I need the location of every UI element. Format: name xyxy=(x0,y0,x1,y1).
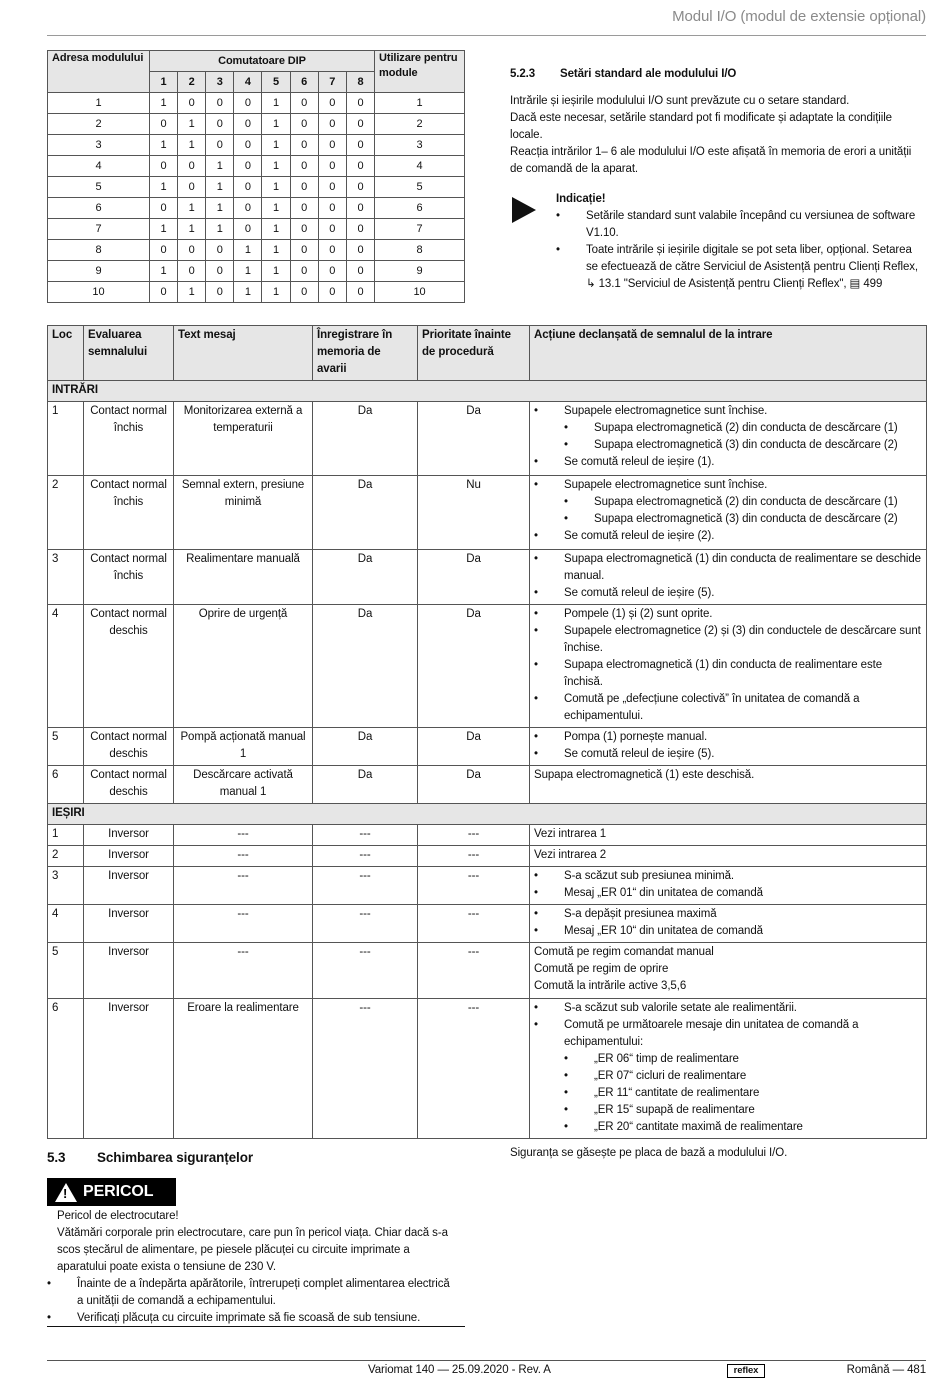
loc-cell: 5 xyxy=(48,728,84,766)
table-row xyxy=(48,905,927,943)
dip-number-header: 4 xyxy=(234,72,262,93)
dip-value-cell: 0 xyxy=(318,198,346,219)
action-bullet: • Supapa electromagnetică (3) din conducta de descărcare (2) xyxy=(534,437,922,454)
reflex-logo: reflex xyxy=(727,1364,765,1378)
priority-cell: Da xyxy=(418,766,530,804)
dip-value-cell: 0 xyxy=(149,240,177,261)
eval-cell: Contact normal închis xyxy=(84,476,174,550)
dip-number-header: 2 xyxy=(178,72,206,93)
dip-value-cell: 0 xyxy=(318,135,346,156)
message-text-cell: --- xyxy=(174,846,313,867)
action-line: Comută la intrările active 3,5,6 xyxy=(534,980,687,992)
dip-value-cell: 1 xyxy=(206,219,234,240)
section-5-2-3-para-2: Dacă este necesar, setările standard pot fi modificate și adaptate la condițiile locale. xyxy=(510,112,892,141)
dip-value-cell: 1 xyxy=(178,114,206,135)
priority-cell: --- xyxy=(418,999,530,1139)
dip-value-cell: 1 xyxy=(262,282,290,303)
dip-address-cell: 5 xyxy=(48,177,150,198)
eval-cell: Contact normal deschis xyxy=(84,766,174,804)
dip-value-cell: 0 xyxy=(346,198,374,219)
dip-value-cell: 0 xyxy=(206,114,234,135)
dip-header-address: Adresa modulului xyxy=(48,51,150,93)
section-5-2-3 xyxy=(510,66,926,178)
dip-usage-cell: 8 xyxy=(375,240,465,261)
note-arrow-icon xyxy=(512,197,536,223)
section-5-3-text: Siguranța se găsește pe placa de bază a modulului I/O. xyxy=(510,1147,788,1159)
loc-cell: 2 xyxy=(48,476,84,550)
loc-cell: 1 xyxy=(48,402,84,476)
dip-address-cell: 10 xyxy=(48,282,150,303)
loc-cell: 6 xyxy=(48,766,84,804)
priority-cell: --- xyxy=(418,825,530,846)
danger-badge-label: PERICOL xyxy=(83,1183,154,1200)
dip-value-cell: 0 xyxy=(290,93,318,114)
dip-address-cell: 9 xyxy=(48,261,150,282)
record-cell: --- xyxy=(313,867,418,905)
group-label: INTRĂRI xyxy=(48,381,927,402)
dip-value-cell: 0 xyxy=(149,198,177,219)
dip-value-cell: 0 xyxy=(346,282,374,303)
dip-value-cell: 0 xyxy=(234,93,262,114)
dip-address-cell: 4 xyxy=(48,156,150,177)
dip-value-cell: 0 xyxy=(178,240,206,261)
table-row xyxy=(48,114,465,135)
dip-address-cell: 6 xyxy=(48,198,150,219)
dip-value-cell: 1 xyxy=(178,135,206,156)
action-bullet: • Pompele (1) și (2) sunt oprite. xyxy=(534,606,922,623)
dip-value-cell: 1 xyxy=(178,198,206,219)
message-text-cell: Realimentare manuală xyxy=(174,550,313,605)
table-row xyxy=(48,476,927,550)
header-title: Modul I/O (modul de extensie opțional) xyxy=(672,8,926,25)
eval-cell: Inversor xyxy=(84,999,174,1139)
eval-cell: Contact normal deschis xyxy=(84,728,174,766)
action-cell xyxy=(530,402,927,476)
dip-usage-cell: 3 xyxy=(375,135,465,156)
dip-value-cell: 0 xyxy=(346,114,374,135)
dip-value-cell: 0 xyxy=(290,282,318,303)
note-box xyxy=(510,191,926,293)
dip-number-header: 6 xyxy=(290,72,318,93)
priority-cell: --- xyxy=(418,846,530,867)
dip-value-cell: 1 xyxy=(234,261,262,282)
action-bullet: • Supapa electromagnetică (1) din conducta de realimentare este închisă. xyxy=(534,657,922,691)
priority-cell: Nu xyxy=(418,476,530,550)
danger-rule xyxy=(47,1326,465,1327)
dip-value-cell: 0 xyxy=(318,219,346,240)
dip-value-cell: 0 xyxy=(206,282,234,303)
dip-value-cell: 0 xyxy=(318,240,346,261)
danger-item: • Înainte de a îndepărta apărătorile, întrerupeți complet alimentarea electrică a unității de comandă a echipamentului. xyxy=(47,1276,457,1310)
dip-value-cell: 1 xyxy=(149,219,177,240)
dip-value-cell: 0 xyxy=(149,114,177,135)
footer-doc: Variomat 140 — 25.09.2020 - Rev. A xyxy=(368,1364,551,1376)
message-text-cell: Monitorizarea externă a temperaturii xyxy=(174,402,313,476)
dip-usage-cell: 6 xyxy=(375,198,465,219)
dip-value-cell: 0 xyxy=(290,240,318,261)
message-text-cell: Semnal extern, presiune minimă xyxy=(174,476,313,550)
dip-value-cell: 0 xyxy=(290,198,318,219)
dip-value-cell: 0 xyxy=(206,240,234,261)
eval-cell: Inversor xyxy=(84,846,174,867)
action-cell: Supapa electromagnetică (1) este deschisă. xyxy=(530,766,927,804)
dip-usage-cell: 4 xyxy=(375,156,465,177)
action-bullet: • Supapa electromagnetică (1) din conducta de realimentare se deschide manual. xyxy=(534,551,922,585)
dip-value-cell: 0 xyxy=(346,93,374,114)
eval-cell: Contact normal închis xyxy=(84,550,174,605)
signal-table xyxy=(47,325,927,1139)
section-5-2-3-para-3: Reacția intrărilor 1– 6 ale modulului I/O este afișată în memoria de erori a unității de comandă de la aparat. xyxy=(510,146,912,175)
action-bullet: • Se comută releul de ieșire (5). xyxy=(534,746,922,763)
action-bullet: • „ER 06“ timp de realimentare xyxy=(534,1051,922,1068)
priority-cell: Da xyxy=(418,550,530,605)
dip-value-cell: 0 xyxy=(234,114,262,135)
dip-value-cell: 0 xyxy=(290,114,318,135)
dip-value-cell: 0 xyxy=(346,261,374,282)
dip-value-cell: 0 xyxy=(178,261,206,282)
group-row xyxy=(48,381,927,402)
dip-usage-cell: 5 xyxy=(375,177,465,198)
dip-header-usage: Utilizare pentru module xyxy=(375,51,465,93)
dip-value-cell: 1 xyxy=(149,177,177,198)
action-cell xyxy=(530,867,927,905)
section-5-3-heading: 5.3 Schimbarea siguranțelor xyxy=(47,1150,254,1165)
dip-value-cell: 1 xyxy=(262,156,290,177)
dip-value-cell: 0 xyxy=(318,282,346,303)
eval-cell: Contact normal deschis xyxy=(84,605,174,728)
record-cell: Da xyxy=(313,766,418,804)
table-row xyxy=(48,999,927,1139)
action-cell: Vezi intrarea 2 xyxy=(530,846,927,867)
footer-page: Română — 481 xyxy=(846,1364,926,1376)
table-row xyxy=(48,240,465,261)
priority-cell: Da xyxy=(418,402,530,476)
action-line: Comută pe regim comandat manual xyxy=(534,946,714,958)
record-cell: --- xyxy=(313,846,418,867)
dip-value-cell: 1 xyxy=(262,219,290,240)
dip-value-cell: 0 xyxy=(290,135,318,156)
dip-value-cell: 0 xyxy=(206,93,234,114)
dip-value-cell: 1 xyxy=(262,240,290,261)
loc-cell: 4 xyxy=(48,905,84,943)
action-bullet: • Comută pe următoarele mesaje din unitatea de comandă a echipamentului: xyxy=(534,1017,922,1051)
table-row xyxy=(48,825,927,846)
danger-line: Vătămări corporale prin electrocutare, care pun în pericol viața. Chiar dacă s-a scos ștecărul de alimentare, pe piesele plăcuței cu circuite imprimate a aparatului poate exista o tensiune de 230 V. xyxy=(57,1227,448,1273)
dip-address-cell: 7 xyxy=(48,219,150,240)
dip-value-cell: 1 xyxy=(234,240,262,261)
dip-value-cell: 0 xyxy=(234,177,262,198)
dip-number-header: 3 xyxy=(206,72,234,93)
dip-value-cell: 0 xyxy=(346,156,374,177)
record-cell: --- xyxy=(313,943,418,999)
action-bullet: • Se comută releul de ieșire (2). xyxy=(534,528,922,545)
message-text-cell: Pompă acționată manual 1 xyxy=(174,728,313,766)
priority-cell: Da xyxy=(418,605,530,728)
action-cell xyxy=(530,728,927,766)
action-bullet: • Mesaj „ER 01“ din unitatea de comandă xyxy=(534,885,922,902)
section-5-2-3-para-1: Intrările și ieșirile modulului I/O sunt prevăzute cu o setare standard. xyxy=(510,95,850,107)
message-text-cell: Descărcare activată manual 1 xyxy=(174,766,313,804)
table-row xyxy=(48,177,465,198)
action-bullet: • Supapa electromagnetică (3) din conducta de descărcare (2) xyxy=(534,511,922,528)
dip-address-cell: 3 xyxy=(48,135,150,156)
table-row xyxy=(48,93,465,114)
action-cell xyxy=(530,943,927,999)
action-bullet: • Supapele electromagnetice sunt închise. xyxy=(534,477,922,494)
table-row xyxy=(48,605,927,728)
sig-header-priority: Prioritate înainte de procedură xyxy=(418,326,530,381)
action-cell xyxy=(530,550,927,605)
footer-rule xyxy=(47,1360,926,1361)
dip-value-cell: 0 xyxy=(234,219,262,240)
dip-value-cell: 1 xyxy=(262,114,290,135)
dip-value-cell: 1 xyxy=(178,219,206,240)
loc-cell: 3 xyxy=(48,867,84,905)
table-row xyxy=(48,846,927,867)
priority-cell: --- xyxy=(418,905,530,943)
dip-usage-cell: 1 xyxy=(375,93,465,114)
dip-usage-cell: 7 xyxy=(375,219,465,240)
record-cell: Da xyxy=(313,402,418,476)
sig-header-text: Text mesaj xyxy=(174,326,313,381)
action-cell xyxy=(530,999,927,1139)
action-bullet: • Supapele electromagnetice (2) și (3) din conductele de descărcare sunt închise. xyxy=(534,623,922,657)
record-cell: Da xyxy=(313,605,418,728)
action-bullet: • Mesaj „ER 10“ din unitatea de comandă xyxy=(534,923,922,940)
danger-line: Pericol de electrocutare! xyxy=(57,1210,179,1222)
sig-header-loc: Loc xyxy=(48,326,84,381)
action-bullet: • Se comută releul de ieșire (5). xyxy=(534,585,922,602)
danger-item: • Verificați plăcuța cu circuite imprimate să fie scoasă de sub tensiune. xyxy=(47,1310,457,1327)
dip-value-cell: 0 xyxy=(318,114,346,135)
action-bullet: • „ER 15“ supapă de realimentare xyxy=(534,1102,922,1119)
eval-cell: Inversor xyxy=(84,943,174,999)
table-row xyxy=(48,261,465,282)
eval-cell: Inversor xyxy=(84,867,174,905)
dip-value-cell: 1 xyxy=(149,93,177,114)
sig-header-eval: Evaluarea semnalului xyxy=(84,326,174,381)
dip-value-cell: 0 xyxy=(346,219,374,240)
table-row xyxy=(48,943,927,999)
dip-header-dip: Comutatoare DIP xyxy=(149,51,374,72)
action-cell xyxy=(530,476,927,550)
dip-usage-cell: 9 xyxy=(375,261,465,282)
danger-badge xyxy=(47,1178,176,1206)
dip-number-header: 8 xyxy=(346,72,374,93)
action-bullet: • „ER 07“ cicluri de realimentare xyxy=(534,1068,922,1085)
message-text-cell: Eroare la realimentare xyxy=(174,999,313,1139)
message-text-cell: --- xyxy=(174,867,313,905)
table-row xyxy=(48,135,465,156)
message-text-cell: --- xyxy=(174,905,313,943)
dip-value-cell: 0 xyxy=(234,198,262,219)
sig-header-action: Acțiune declanșată de semnalul de la intrare xyxy=(530,326,927,381)
dip-number-header: 5 xyxy=(262,72,290,93)
table-row xyxy=(48,550,927,605)
loc-cell: 4 xyxy=(48,605,84,728)
note-item: • Toate intrările și ieșirile digitale se pot seta liber, opțional. Setarea se efectuează de către Serviciul de Asistență pentru Clienți Reflex, ↳ 13.1 "Serviciul de Asistență pentru Clienți Reflex", ▤ 499 xyxy=(556,242,926,293)
warning-triangle-icon: ! xyxy=(55,1183,77,1202)
loc-cell: 5 xyxy=(48,943,84,999)
header-rule xyxy=(47,35,926,36)
dip-value-cell: 1 xyxy=(262,93,290,114)
dip-number-header: 1 xyxy=(149,72,177,93)
table-row xyxy=(48,766,927,804)
dip-value-cell: 0 xyxy=(290,156,318,177)
dip-value-cell: 0 xyxy=(234,135,262,156)
dip-value-cell: 0 xyxy=(346,177,374,198)
dip-value-cell: 0 xyxy=(318,93,346,114)
record-cell: --- xyxy=(313,825,418,846)
dip-value-cell: 0 xyxy=(149,282,177,303)
dip-value-cell: 1 xyxy=(149,135,177,156)
record-cell: Da xyxy=(313,476,418,550)
action-bullet: • „ER 20“ cantitate maximă de realimentare xyxy=(534,1119,922,1136)
loc-cell: 6 xyxy=(48,999,84,1139)
dip-value-cell: 1 xyxy=(206,156,234,177)
action-cell xyxy=(530,905,927,943)
action-bullet: • Pompa (1) pornește manual. xyxy=(534,729,922,746)
action-bullet: • Se comută releul de ieșire (1). xyxy=(534,454,922,471)
action-bullet: • „ER 11“ cantitate de realimentare xyxy=(534,1085,922,1102)
action-bullet: • S-a scăzut sub valorile setate ale realimentării. xyxy=(534,1000,922,1017)
record-cell: Da xyxy=(313,728,418,766)
priority-cell: --- xyxy=(418,943,530,999)
dip-value-cell: 1 xyxy=(149,261,177,282)
dip-value-cell: 1 xyxy=(262,261,290,282)
danger-text xyxy=(57,1208,457,1327)
record-cell: --- xyxy=(313,905,418,943)
dip-value-cell: 1 xyxy=(262,177,290,198)
eval-cell: Inversor xyxy=(84,825,174,846)
dip-value-cell: 1 xyxy=(262,135,290,156)
section-5-2-3-heading: 5.2.3 Setări standard ale modulului I/O xyxy=(510,68,737,80)
eval-cell: Contact normal închis xyxy=(84,402,174,476)
table-row xyxy=(48,219,465,240)
dip-value-cell: 0 xyxy=(346,240,374,261)
dip-address-cell: 1 xyxy=(48,93,150,114)
table-row xyxy=(48,728,927,766)
dip-value-cell: 0 xyxy=(346,135,374,156)
action-bullet: • S-a scăzut sub presiunea minimă. xyxy=(534,868,922,885)
action-cell: Vezi intrarea 1 xyxy=(530,825,927,846)
priority-cell: Da xyxy=(418,728,530,766)
priority-cell: --- xyxy=(418,867,530,905)
message-text-cell: --- xyxy=(174,943,313,999)
dip-value-cell: 0 xyxy=(318,156,346,177)
dip-value-cell: 0 xyxy=(178,93,206,114)
message-text-cell: Oprire de urgență xyxy=(174,605,313,728)
action-bullet: • Supapa electromagnetică (2) din conducta de descărcare (1) xyxy=(534,420,922,437)
record-cell: --- xyxy=(313,999,418,1139)
action-bullet: • Supapele electromagnetice sunt închise. xyxy=(534,403,922,420)
note-item: • Setările standard sunt valabile începând cu versiunea de software V1.10. xyxy=(556,208,926,242)
loc-cell: 3 xyxy=(48,550,84,605)
dip-value-cell: 0 xyxy=(318,261,346,282)
dip-address-cell: 8 xyxy=(48,240,150,261)
action-cell xyxy=(530,605,927,728)
dip-value-cell: 1 xyxy=(206,198,234,219)
group-row xyxy=(48,804,927,825)
dip-usage-cell: 10 xyxy=(375,282,465,303)
dip-value-cell: 0 xyxy=(290,219,318,240)
dip-address-cell: 2 xyxy=(48,114,150,135)
eval-cell: Inversor xyxy=(84,905,174,943)
table-row xyxy=(48,198,465,219)
dip-value-cell: 0 xyxy=(234,156,262,177)
dip-value-cell: 1 xyxy=(206,177,234,198)
dip-value-cell: 0 xyxy=(178,156,206,177)
sig-header-record: Înregistrare în memoria de avarii xyxy=(313,326,418,381)
table-row xyxy=(48,156,465,177)
dip-value-cell: 0 xyxy=(206,261,234,282)
dip-value-cell: 0 xyxy=(290,177,318,198)
table-row xyxy=(48,282,465,303)
record-cell: Da xyxy=(313,550,418,605)
dip-value-cell: 0 xyxy=(290,261,318,282)
group-label: IEȘIRI xyxy=(48,804,927,825)
dip-value-cell: 0 xyxy=(178,177,206,198)
dip-value-cell: 0 xyxy=(206,135,234,156)
dip-usage-cell: 2 xyxy=(375,114,465,135)
action-bullet: • S-a depășit presiunea maximă xyxy=(534,906,922,923)
action-line: Comută pe regim de oprire xyxy=(534,963,669,975)
note-title: Indicație! xyxy=(556,193,606,205)
loc-cell: 2 xyxy=(48,846,84,867)
action-bullet: • Comută pe „defecțiune colectivă” în unitatea de comandă a echipamentului. xyxy=(534,691,922,725)
dip-value-cell: 1 xyxy=(262,198,290,219)
table-row xyxy=(48,867,927,905)
message-text-cell: --- xyxy=(174,825,313,846)
dip-value-cell: 0 xyxy=(149,156,177,177)
action-bullet: • Supapa electromagnetică (2) din conducta de descărcare (1) xyxy=(534,494,922,511)
loc-cell: 1 xyxy=(48,825,84,846)
dip-value-cell: 0 xyxy=(318,177,346,198)
dip-switch-table xyxy=(47,50,465,303)
table-row xyxy=(48,402,927,476)
dip-value-cell: 1 xyxy=(234,282,262,303)
dip-number-header: 7 xyxy=(318,72,346,93)
dip-value-cell: 1 xyxy=(178,282,206,303)
